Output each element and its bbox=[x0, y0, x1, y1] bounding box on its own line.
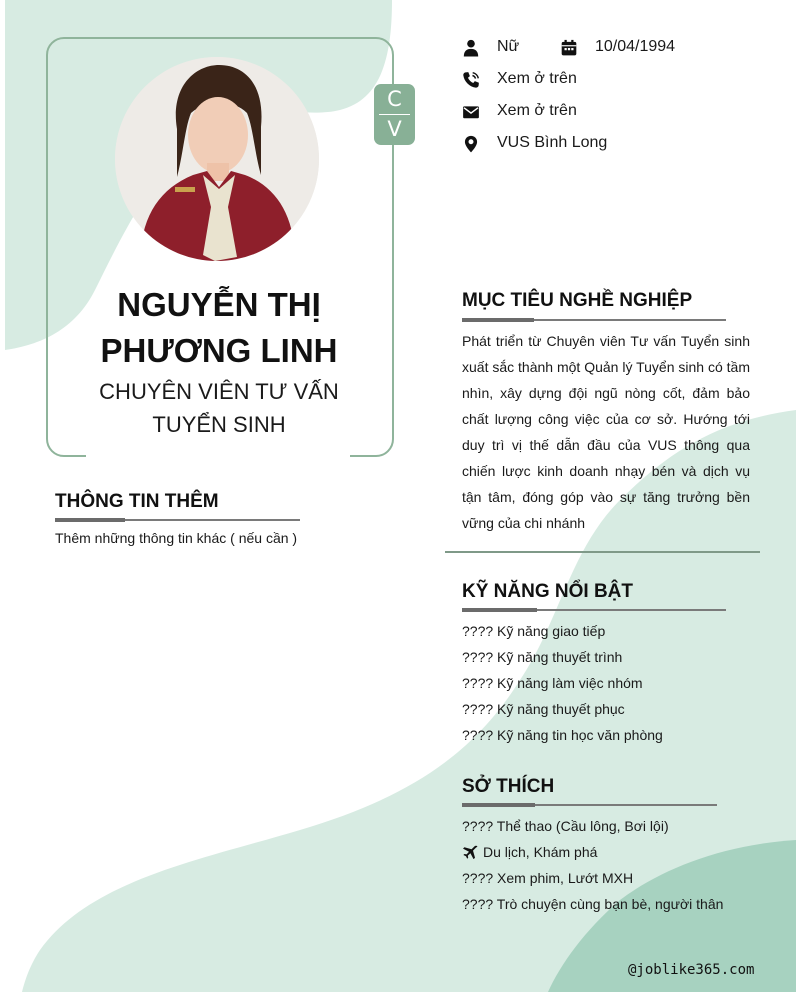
face bbox=[188, 97, 248, 173]
skill-item: ???? Kỹ năng làm việc nhóm bbox=[462, 675, 643, 691]
watermark-text: @joblike365.com bbox=[628, 962, 755, 978]
cv-badge-letter-c: C bbox=[387, 87, 402, 111]
phone-icon bbox=[462, 71, 480, 89]
extra-info-text: Thêm những thông tin khác ( nếu cần ) bbox=[55, 530, 298, 546]
hobby-item: ???? Xem phim, Lướt MXH bbox=[462, 870, 634, 886]
address-value: VUS Bình Long bbox=[497, 134, 608, 151]
skills-underline-accent bbox=[462, 608, 537, 612]
email-row bbox=[462, 100, 622, 124]
skills-underline bbox=[462, 609, 726, 611]
objective-text: Phát triển từ Chuyên viên Tư vấn Tuyển sinh xuất sắc thành một Quản lý Tuyển sinh có tầm nhìn, xây dựng đội ngũ nòng cốt, đảm bảo chất lượng công việc của cơ sở. Hướng tới duy trì vị thế dẫn đầu của VUS thông qua chiến lược kinh doanh nhạy bén và dịch vụ tận tâm, đóng góp vào sự tăng trưởng bền vững của chi nhánh bbox=[462, 333, 750, 531]
calendar-icon bbox=[560, 39, 578, 57]
hobbies-underline bbox=[462, 804, 717, 806]
hobby-item-label: Du lịch, Khám phá bbox=[483, 844, 598, 860]
skills-list bbox=[462, 618, 663, 748]
map-pin-icon bbox=[462, 135, 480, 153]
hobbies-heading: SỞ THÍCH bbox=[462, 776, 555, 797]
hobby-item: ???? Thể thao (Cầu lông, Bơi lội) bbox=[462, 818, 669, 834]
section-divider bbox=[445, 551, 760, 553]
airplane-icon bbox=[462, 845, 478, 859]
hobby-item: ???? Trò chuyện cùng bạn bè, người thân bbox=[462, 896, 724, 912]
skill-item: ???? Kỹ năng thuyết phục bbox=[462, 701, 625, 717]
hobbies-list bbox=[462, 813, 723, 917]
phone-row bbox=[462, 68, 622, 92]
extra-info-heading: THÔNG TIN THÊM bbox=[55, 491, 219, 512]
objective-underline-accent bbox=[462, 318, 534, 322]
avatar bbox=[115, 57, 319, 261]
phone-value: Xem ở trên bbox=[497, 70, 577, 87]
skill-item: ???? Kỹ năng thuyết trình bbox=[462, 649, 623, 665]
person-icon bbox=[462, 39, 480, 57]
extra-info-underline bbox=[55, 519, 300, 521]
cv-badge bbox=[374, 84, 415, 145]
candidate-title: CHUYÊN VIÊN TƯ VẤN TUYỂN SINH bbox=[99, 379, 339, 437]
skill-item: ???? Kỹ năng giao tiếp bbox=[462, 623, 606, 639]
skill-item: ???? Kỹ năng tin học văn phòng bbox=[462, 727, 663, 743]
envelope-icon bbox=[462, 103, 480, 121]
candidate-name: NGUYỄN THỊ PHƯƠNG LINH bbox=[100, 286, 338, 369]
birthday-value: 10/04/1994 bbox=[595, 38, 676, 55]
objective-underline bbox=[462, 319, 726, 321]
name-badge bbox=[175, 187, 195, 192]
objective-heading: MỤC TIÊU NGHỀ NGHIỆP bbox=[462, 290, 693, 311]
gender-value: Nữ bbox=[497, 38, 520, 55]
cv-badge-letter-v: V bbox=[387, 117, 402, 141]
skills-heading: KỸ NĂNG NỔI BẬT bbox=[462, 581, 633, 602]
hobbies-underline-accent bbox=[462, 803, 535, 807]
address-row bbox=[462, 132, 662, 156]
frame-gap bbox=[86, 452, 350, 462]
birthday-row bbox=[560, 36, 700, 60]
avatar-portrait bbox=[115, 57, 319, 261]
cv-badge-divider bbox=[379, 114, 410, 115]
hobby-item bbox=[462, 839, 723, 865]
email-value: Xem ở trên bbox=[497, 102, 577, 119]
extra-info-underline-accent bbox=[55, 518, 125, 522]
